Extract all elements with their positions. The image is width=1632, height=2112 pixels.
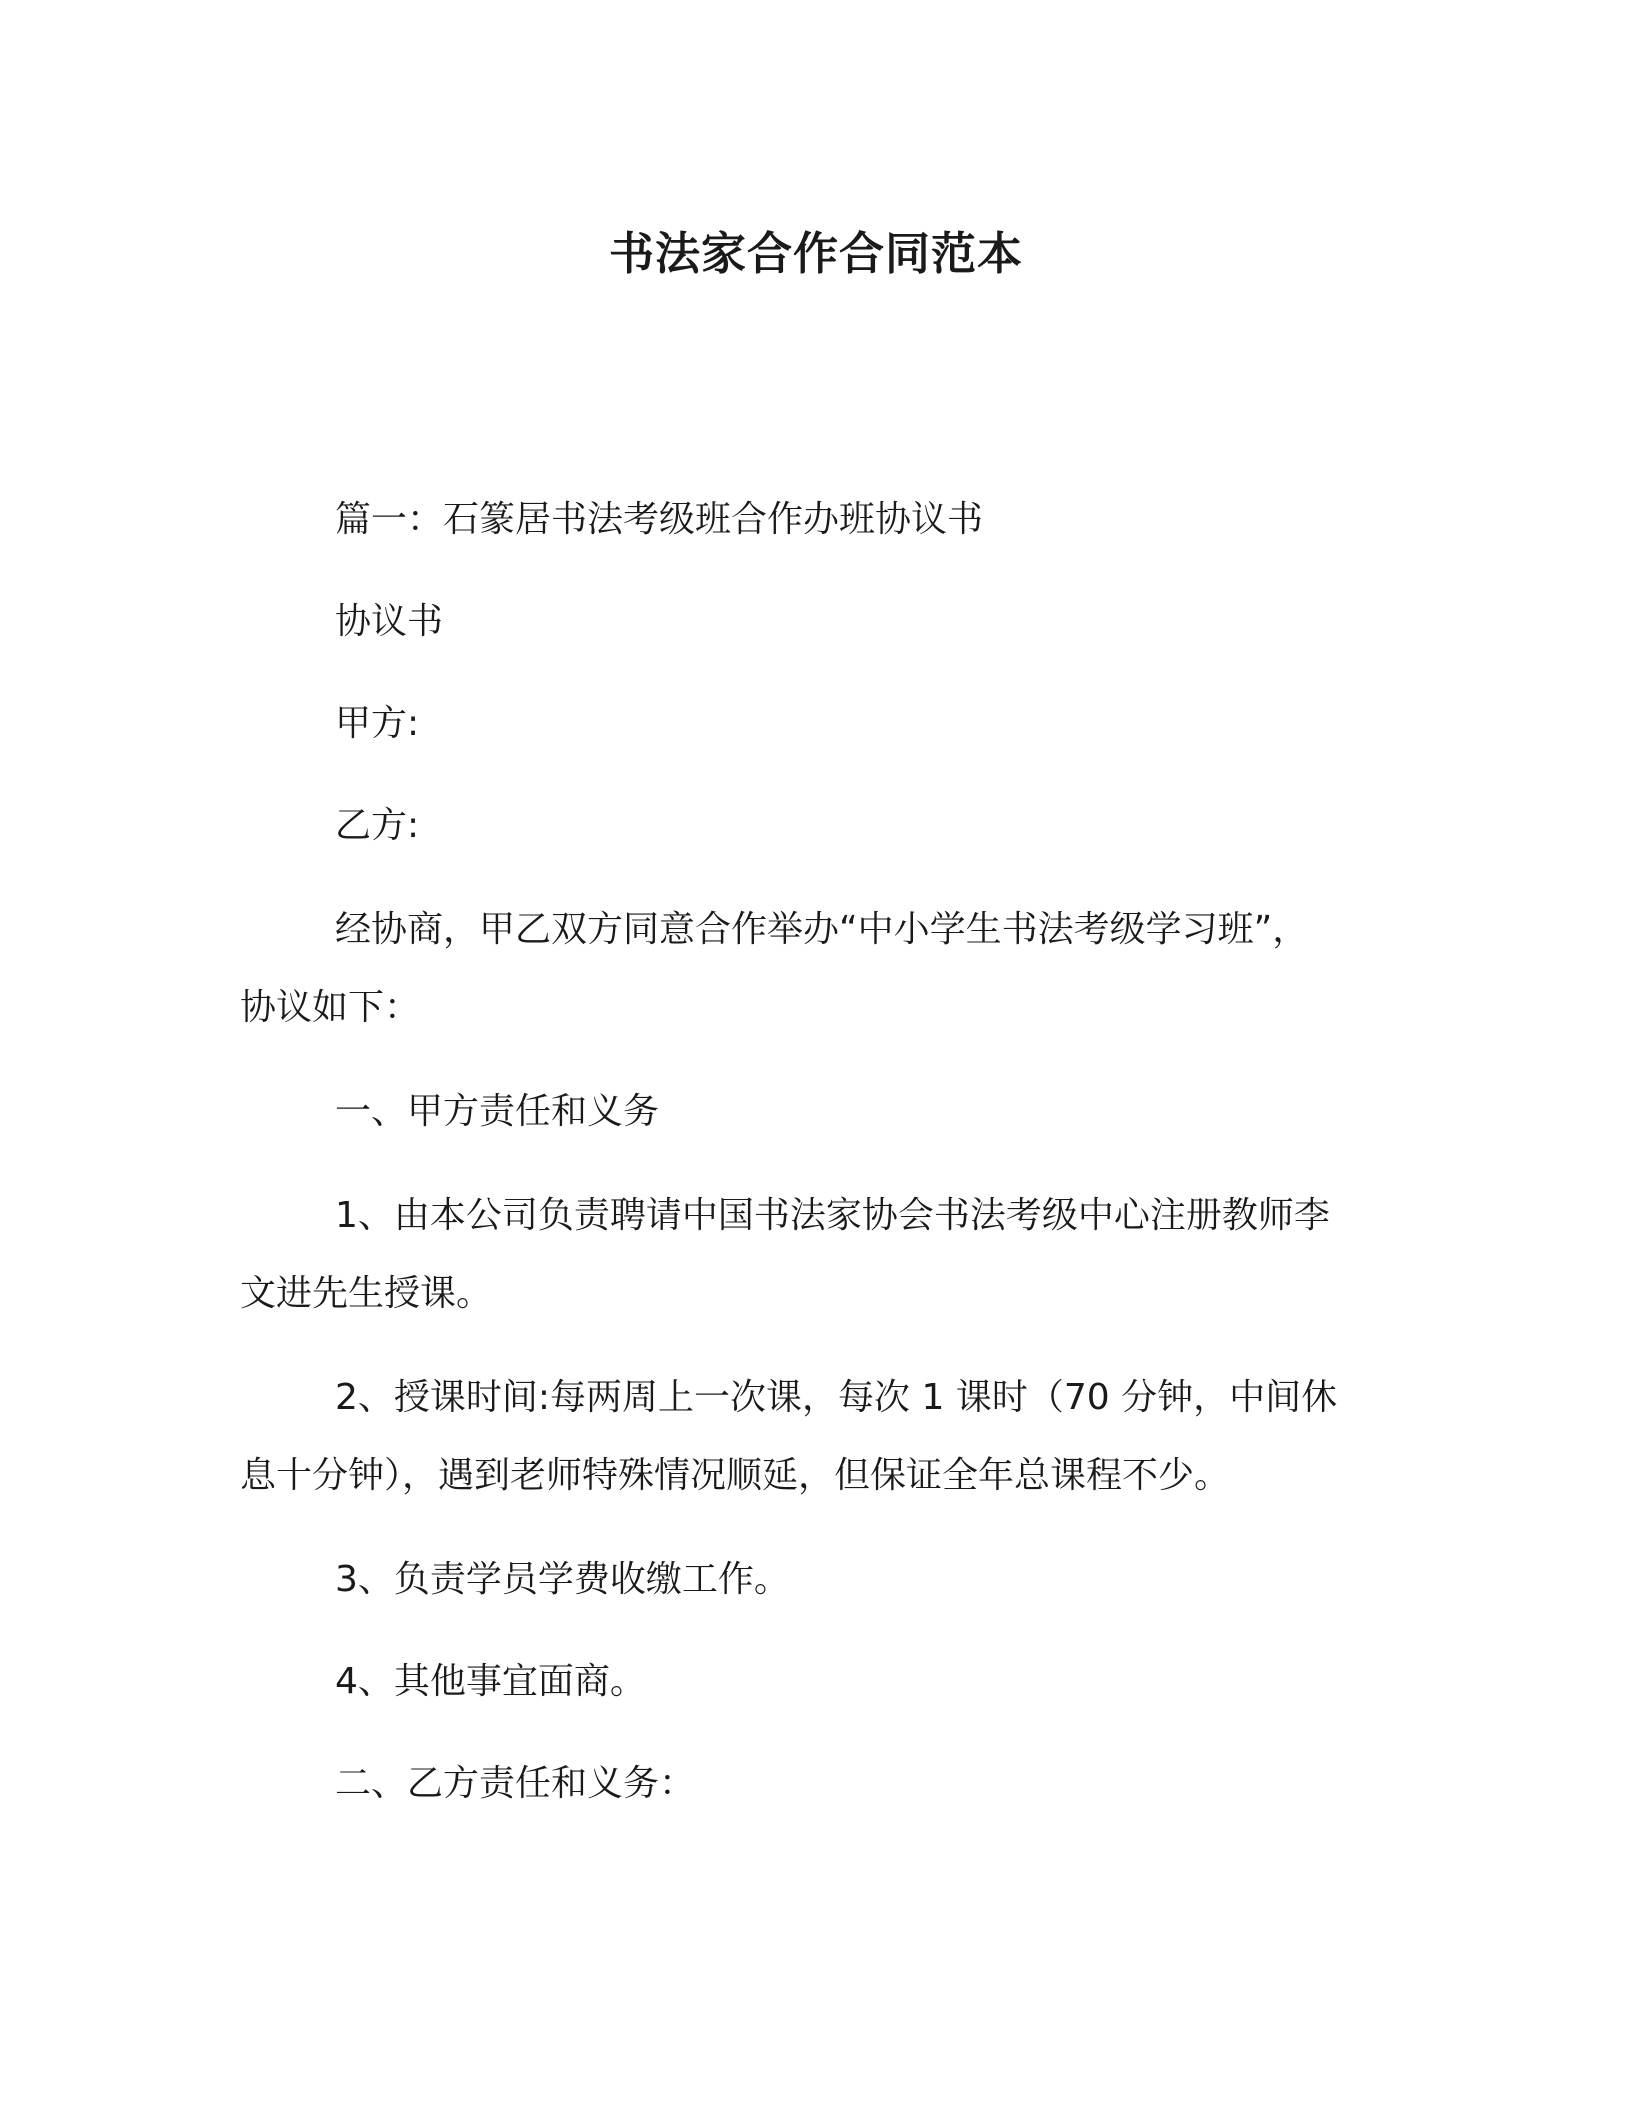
paragraph: 经协商，甲乙双方同意合作举办“中小学生书法考级学习班”， — [335, 909, 1309, 950]
clause-heading: 一、甲方责任和义务 — [335, 1091, 660, 1132]
document-title: 书法家合作合同范本 — [608, 227, 1023, 280]
paragraph: 协议书 — [335, 601, 444, 642]
clause-heading: 二、乙方责任和义务： — [335, 1763, 696, 1804]
clause-item-continuation: 文进先生授课。 — [240, 1273, 493, 1314]
clause-item-continuation: 息十分钟），遇到老师特殊情况顺延，但保证全年总课程不少。 — [240, 1455, 1231, 1496]
paragraph-continuation: 协议如下： — [240, 987, 421, 1028]
clause-item: 2、授课时间:每两周上一次课，每次 1 课时（70 分钟，中间休 — [335, 1377, 1338, 1418]
clause-item: 4、其他事宜面商。 — [335, 1661, 646, 1702]
clause-item: 1、由本公司负责聘请中国书法家协会书法考级中心注册教师李 — [335, 1195, 1330, 1236]
party-b-label: 乙方: — [335, 805, 420, 846]
clause-item: 3、负责学员学费收缴工作。 — [335, 1559, 790, 1600]
party-a-label: 甲方: — [335, 703, 420, 744]
section-heading: 篇一：石篆居书法考级班合作办班协议书 — [335, 499, 984, 540]
